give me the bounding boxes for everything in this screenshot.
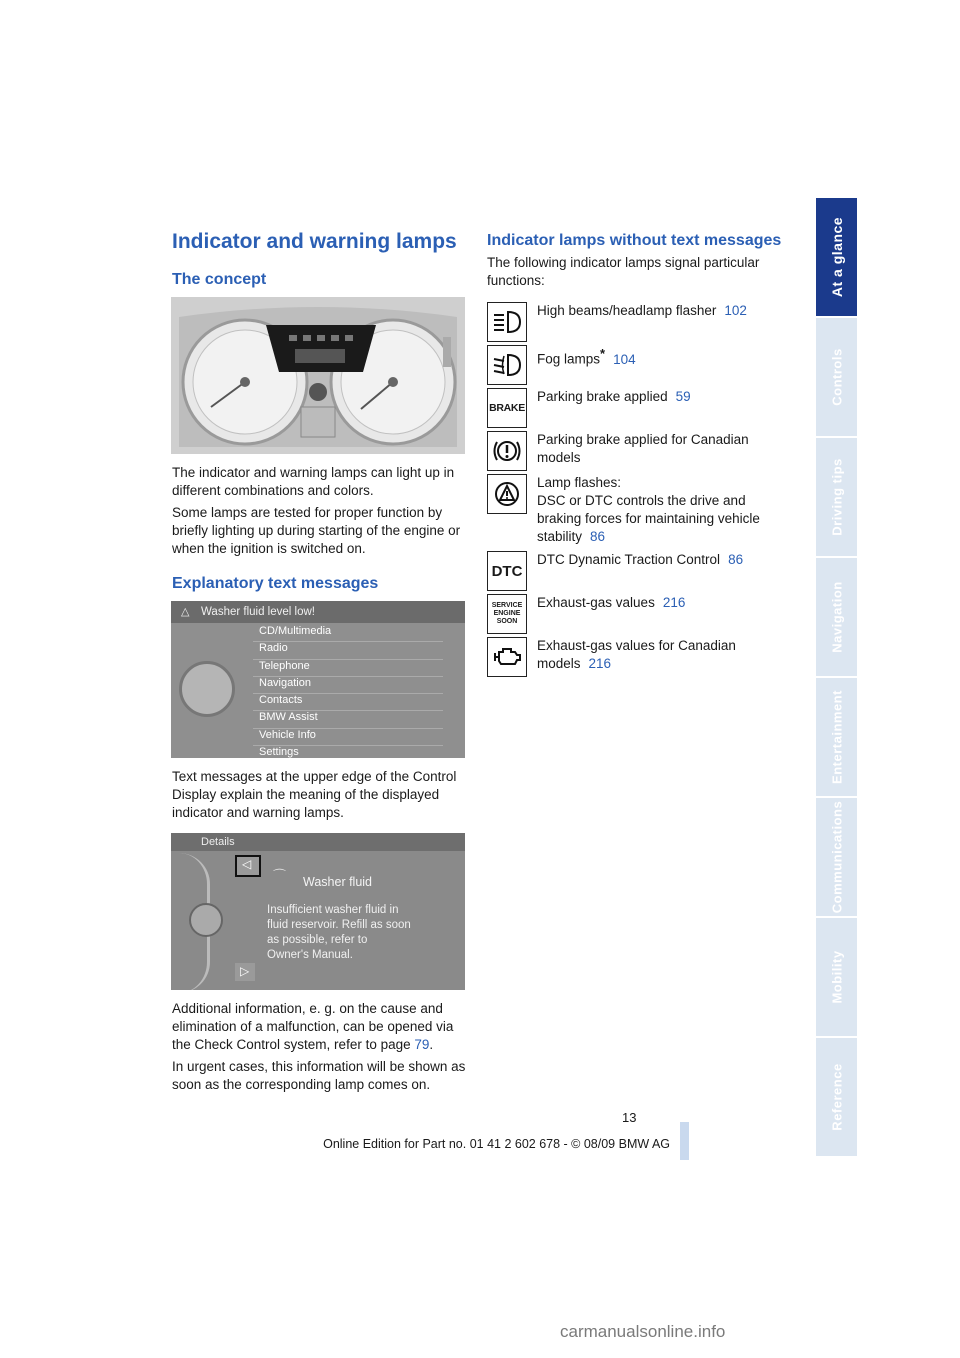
indicator-description: Fog lamps* 104 (537, 346, 636, 367)
additional-paragraph-2: In urgent cases, this information will be shown as soon as the corresponding lamp comes on. (172, 1059, 466, 1092)
menu-item[interactable]: Telephone (253, 660, 443, 677)
indicator-description: Parking brake applied for Canadian models (537, 432, 749, 465)
indicator-description: Lamp flashes: DSC or DTC controls the drive and braking forces for maintaining vehicle stability 86 (537, 475, 760, 544)
page-ref-link[interactable]: 102 (724, 303, 747, 318)
indicator-row (487, 345, 787, 385)
menu-header-bar (171, 601, 465, 623)
details-title: Washer fluid (303, 875, 373, 889)
indicator-row (487, 302, 787, 342)
tab-communications[interactable]: Communications (816, 798, 857, 916)
page-ref-link[interactable]: 79 (414, 1037, 430, 1052)
menu-list (253, 625, 443, 758)
page-ref-link[interactable]: 86 (728, 552, 744, 567)
indicator-description: DTC Dynamic Traction Control 86 (537, 552, 744, 567)
high-beam-icon (487, 302, 527, 342)
warning-triangle-icon: △ (181, 606, 190, 618)
menu-item[interactable]: Navigation (253, 677, 443, 694)
option-star: * (600, 346, 606, 361)
page-ref-link[interactable]: 86 (590, 529, 606, 544)
engine-icon (487, 637, 527, 677)
tab-driving-tips[interactable]: Driving tips (816, 438, 857, 556)
menu-item[interactable]: Settings (259, 746, 299, 758)
tab-mobility[interactable]: Mobility (816, 918, 857, 1036)
edition-line: Online Edition for Part no. 01 41 2 602 678 - © 08/09 BMW AG (323, 1137, 670, 1151)
menu-item[interactable]: Radio (253, 642, 443, 659)
explanatory-heading: Explanatory text messages (172, 575, 379, 592)
indicator-description: High beams/headlamp flasher 102 (537, 303, 747, 318)
page-number: 13 (622, 1110, 637, 1125)
page-ref-link[interactable]: 216 (588, 656, 612, 671)
concept-heading: The concept (172, 271, 267, 288)
dsc-warning-icon (487, 474, 527, 514)
details-header-bar (171, 833, 465, 851)
control-display-menu-image (171, 601, 465, 758)
controller-knob-icon (189, 903, 223, 937)
explanatory-paragraph: Text messages at the upper edge of the Control Display explain the meaning of the displayed indicator and warning lamps. (172, 769, 457, 820)
details-header-text: Details (201, 836, 235, 848)
service-engine-icon: SERVICE ENGINE SOON (487, 594, 527, 634)
menu-item[interactable]: Contacts (253, 694, 443, 711)
indicator-row (487, 431, 787, 471)
page-ref-link[interactable]: 59 (675, 389, 691, 404)
concept-paragraph-2: Some lamps are tested for proper function by briefly lighting up during starting of the engine or when the ignition is switched on. (172, 505, 461, 556)
indicator-description: Parking brake applied 59 (537, 389, 691, 404)
brake-icon: BRAKE (487, 388, 527, 428)
tab-navigation[interactable]: Navigation (816, 558, 857, 676)
watermark-text: carmanualsonline.info (560, 1322, 726, 1341)
parking-brake-canada-icon (487, 431, 527, 471)
tab-at-a-glance[interactable]: At a glance (816, 198, 857, 316)
fog-lamp-icon (487, 345, 527, 385)
indicator-lamps-heading: Indicator lamps without text messages (487, 232, 782, 249)
tab-reference[interactable]: Reference (816, 1038, 857, 1156)
additional-paragraph-1: Additional information, e. g. on the cause and elimination of a malfunction, can be opened via the Check Control system, refer to page 79. (172, 1001, 454, 1052)
dtc-icon: DTC (487, 551, 527, 591)
page-ref-link[interactable]: 104 (613, 351, 636, 367)
indicator-lamps-intro: The following indicator lamps signal particular functions: (487, 255, 760, 288)
indicator-row (487, 637, 787, 677)
controller-knob-icon (179, 661, 235, 717)
indicator-row (487, 551, 787, 591)
page-title: Indicator and warning lamps (172, 230, 457, 253)
indicator-description: Exhaust-gas values 216 (537, 595, 686, 610)
indicator-row (487, 474, 787, 544)
menu-item[interactable]: BMW Assist (253, 711, 443, 728)
chapter-tabs (816, 198, 857, 1158)
menu-header-text: Washer fluid level low! (201, 606, 315, 618)
indicator-description: Exhaust-gas values for Canadian models 216 (537, 638, 736, 671)
check-control-details-image (171, 833, 465, 990)
back-arrow-icon[interactable]: ◁ (235, 855, 261, 877)
tab-controls[interactable]: Controls (816, 318, 857, 436)
tab-entertainment[interactable]: Entertainment (816, 678, 857, 796)
page-ref-link[interactable]: 216 (662, 595, 686, 610)
footer-accent-bar (680, 1122, 689, 1160)
concept-paragraph-1: The indicator and warning lamps can light up in different combinations and colors. (172, 465, 455, 498)
washer-fluid-icon: ⌒ (273, 868, 287, 883)
menu-item[interactable]: Vehicle Info (253, 729, 443, 746)
indicator-row (487, 388, 787, 428)
details-body: Insufficient washer fluid in fluid reservoir. Refill as soon as possible, refer to Owner's Manual. (267, 904, 411, 961)
forward-arrow-icon[interactable]: ▷ (235, 963, 255, 981)
menu-item[interactable]: CD/Multimedia (253, 625, 443, 642)
instrument-cluster-image (171, 297, 465, 454)
indicator-row (487, 594, 787, 634)
